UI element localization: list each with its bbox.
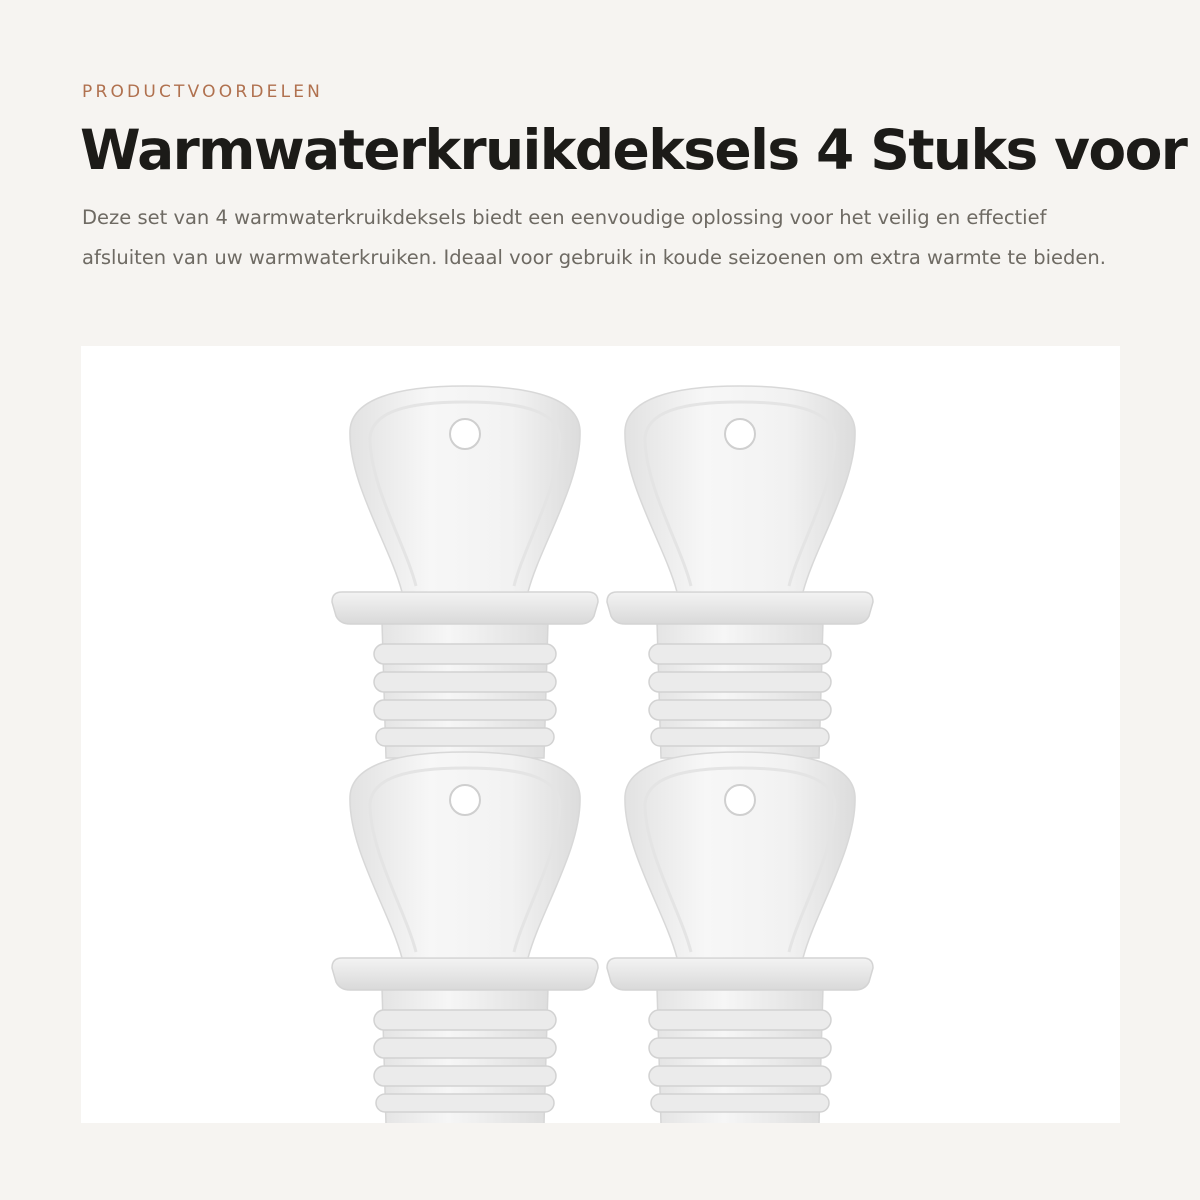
stopper-4: [607, 752, 873, 1123]
product-description: Deze set van 4 warmwaterkruikdeksels biedt een eenvoudige oplossing voor het veilig en effectief afsluiten van uw warmwaterkruiken. Ideaal voor gebruik in koude seizoenen om extra warmte te bieden.: [82, 206, 1106, 269]
stopper-3: [332, 752, 598, 1123]
product-image: [81, 346, 1120, 1123]
stopper-2: [607, 386, 873, 758]
page-title: Warmwaterkruikdeksels 4 Stuks voor: [80, 118, 1187, 182]
stopper-illustration: [81, 346, 1120, 1123]
section-eyebrow: PRODUCTVOORDELEN: [82, 82, 324, 102]
stopper-1: [332, 386, 598, 758]
